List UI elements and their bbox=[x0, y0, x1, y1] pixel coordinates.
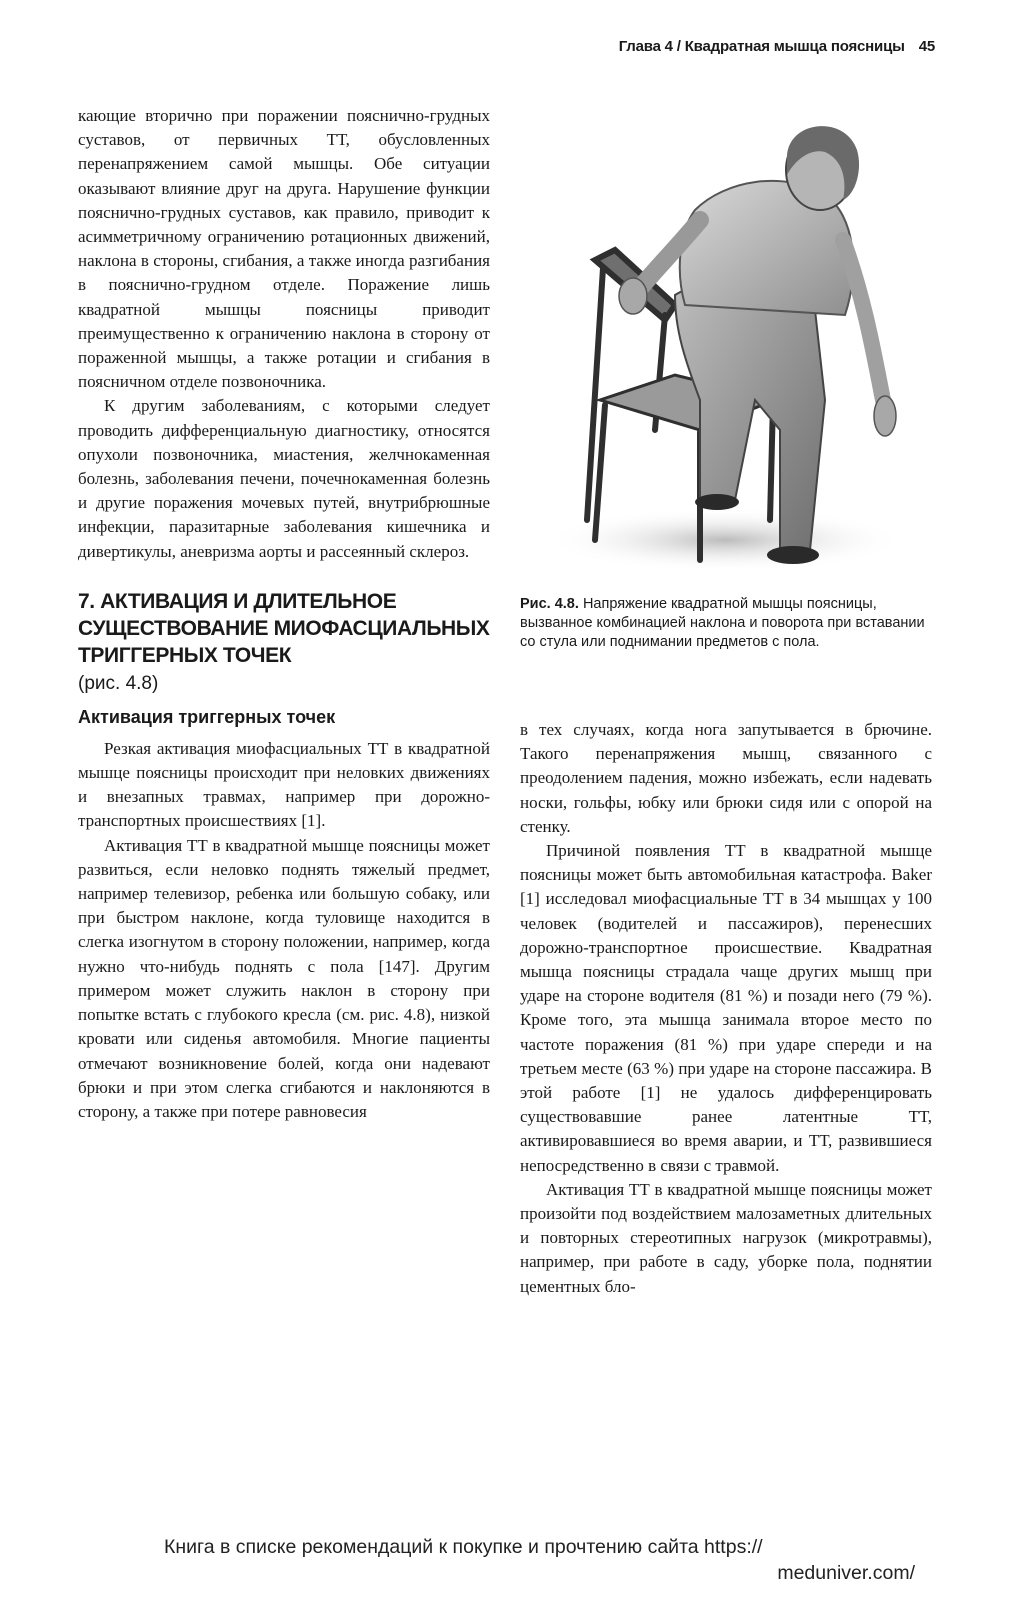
subsection-title: Активация триггерных точек bbox=[78, 706, 336, 727]
chapter-title: Глава 4 / Квадратная мышца поясницы bbox=[618, 38, 905, 55]
paragraph-3: Резкая активация миофасциальных ТТ в квадратной мышце поясницы происходит при неловких движениях и внезапных травмах, например при дорожно-транспортных происшествиях [1]. bbox=[78, 738, 490, 831]
page-number: 45 bbox=[918, 38, 935, 55]
paragraph-7: Активация ТТ в квадратной мышце поясницы может произойти под воздействием малозаметных длительных и повторных стереотипных нагрузок (микротравмы), например, при работе в саду, уборке пола, поднятии цементных бло- bbox=[520, 1179, 932, 1296]
left-column bbox=[78, 104, 490, 1124]
paragraph-6: Причиной появления ТТ в квадратной мышце поясницы может быть автомобильная катастрофа. Baker [1] исследовал миофасциальные ТТ в 34 мышцах у 100 человек (водителей и пассажиров), перенесших дорожно-транспортное происшествие. Квадратная мышца поясницы страдала чаще других мышц при ударе на стороне водителя (81 %) и позади него (79 %). Кроме того, эта мышца занимала второе место по частоте поражения (81 %) при ударе спереди и на третьем месте (63 %) при ударе на стороне пассажира. В этой работе [1] не удалось дифференцировать существовавшие ранее латентные ТТ, активировавшиеся во время аварии, и ТТ, развившиеся непосредственно в связи с травмой. bbox=[520, 841, 932, 1175]
right-column bbox=[520, 718, 932, 1299]
figure-caption-label: Рис. 4.8. bbox=[520, 596, 579, 612]
person-rising-from-chair-illustration bbox=[525, 100, 935, 580]
paragraph-1: кающие вторично при поражении пояснично-грудных суставов, от первичных ТТ, обусловленных перенапряжением самой мышцы. Обе ситуации оказывают влияние друг на друга. Нарушение функции пояснично-грудных суставов, как правило, приводит к асимметричному ограничению ротационных движений, наклона в стороны, сгибания, а также иногда разгибания в пояснично-грудном отделе. Поражение лишь квадратной мышцы поясницы приводит преимущественно к ограничению наклона в сторону от пораженной мышцы, а также ротации и сгибания в поясничном отделе позвоночника. bbox=[78, 106, 490, 392]
footer-line-1: Книга в списке рекомендаций к покупке и прочтению сайта https:// bbox=[164, 1536, 763, 1558]
section-figure-ref: (рис. 4.8) bbox=[78, 672, 159, 694]
footer-line-2: meduniver.com/ bbox=[777, 1562, 915, 1584]
paragraph-5: в тех случаях, когда нога запутывается в брючине. Такого перенапряжения мышц, связанного с преодолением падения, можно избежать, если надевать носки, гольфы, юбку или брюки сидя или с опорой на стенку. bbox=[520, 720, 932, 836]
paragraph-4: Активация ТТ в квадратной мышце поясницы может развиться, если неловко поднять тяжелый предмет, например телевизор, ребенка или большую собаку, или при быстром наклоне, когда туловище находится в слегка изогнутом в сторону положении, например, когда нужно что-нибудь поднять с пола [147]. Другим примером может служить наклон в сторону при попытке встать с глубокого кресла (см. рис. 4.8), низкой кровати или сиденья автомобиля. Многие пациенты отмечают возникновение болей, когда они надевают брюки и при этом слегка сгибаются и наклоняются в сторону, а также при потере равновесия bbox=[78, 835, 490, 1121]
paragraph-2: К другим заболеваниям, с которыми следует проводить дифференциальную диагностику, относятся опухоли позвоночника, миастения, желчнокаменная болезнь, заболевания печени, почечнокаменная болезнь и другие поражения мочевых путей, внутрибрюшные инфекции, паразитарные заболевания кишечника и дивертикулы, аневризма аорты и рассеянный склероз. bbox=[78, 396, 490, 561]
figure-illustration bbox=[525, 100, 935, 580]
section-title: 7. АКТИВАЦИЯ И ДЛИТЕЛЬНОЕ СУЩЕСТВОВАНИЕ МИОФАСЦИАЛЬНЫХ ТРИГГЕРНЫХ ТОЧЕК bbox=[78, 589, 490, 667]
figure-caption bbox=[520, 595, 932, 652]
running-header bbox=[619, 38, 935, 55]
figure-caption-text: Напряжение квадратной мышцы поясницы, вызванное комбинацией наклона и поворота при вставании со стула или поднимании предметов с пола. bbox=[520, 596, 925, 650]
